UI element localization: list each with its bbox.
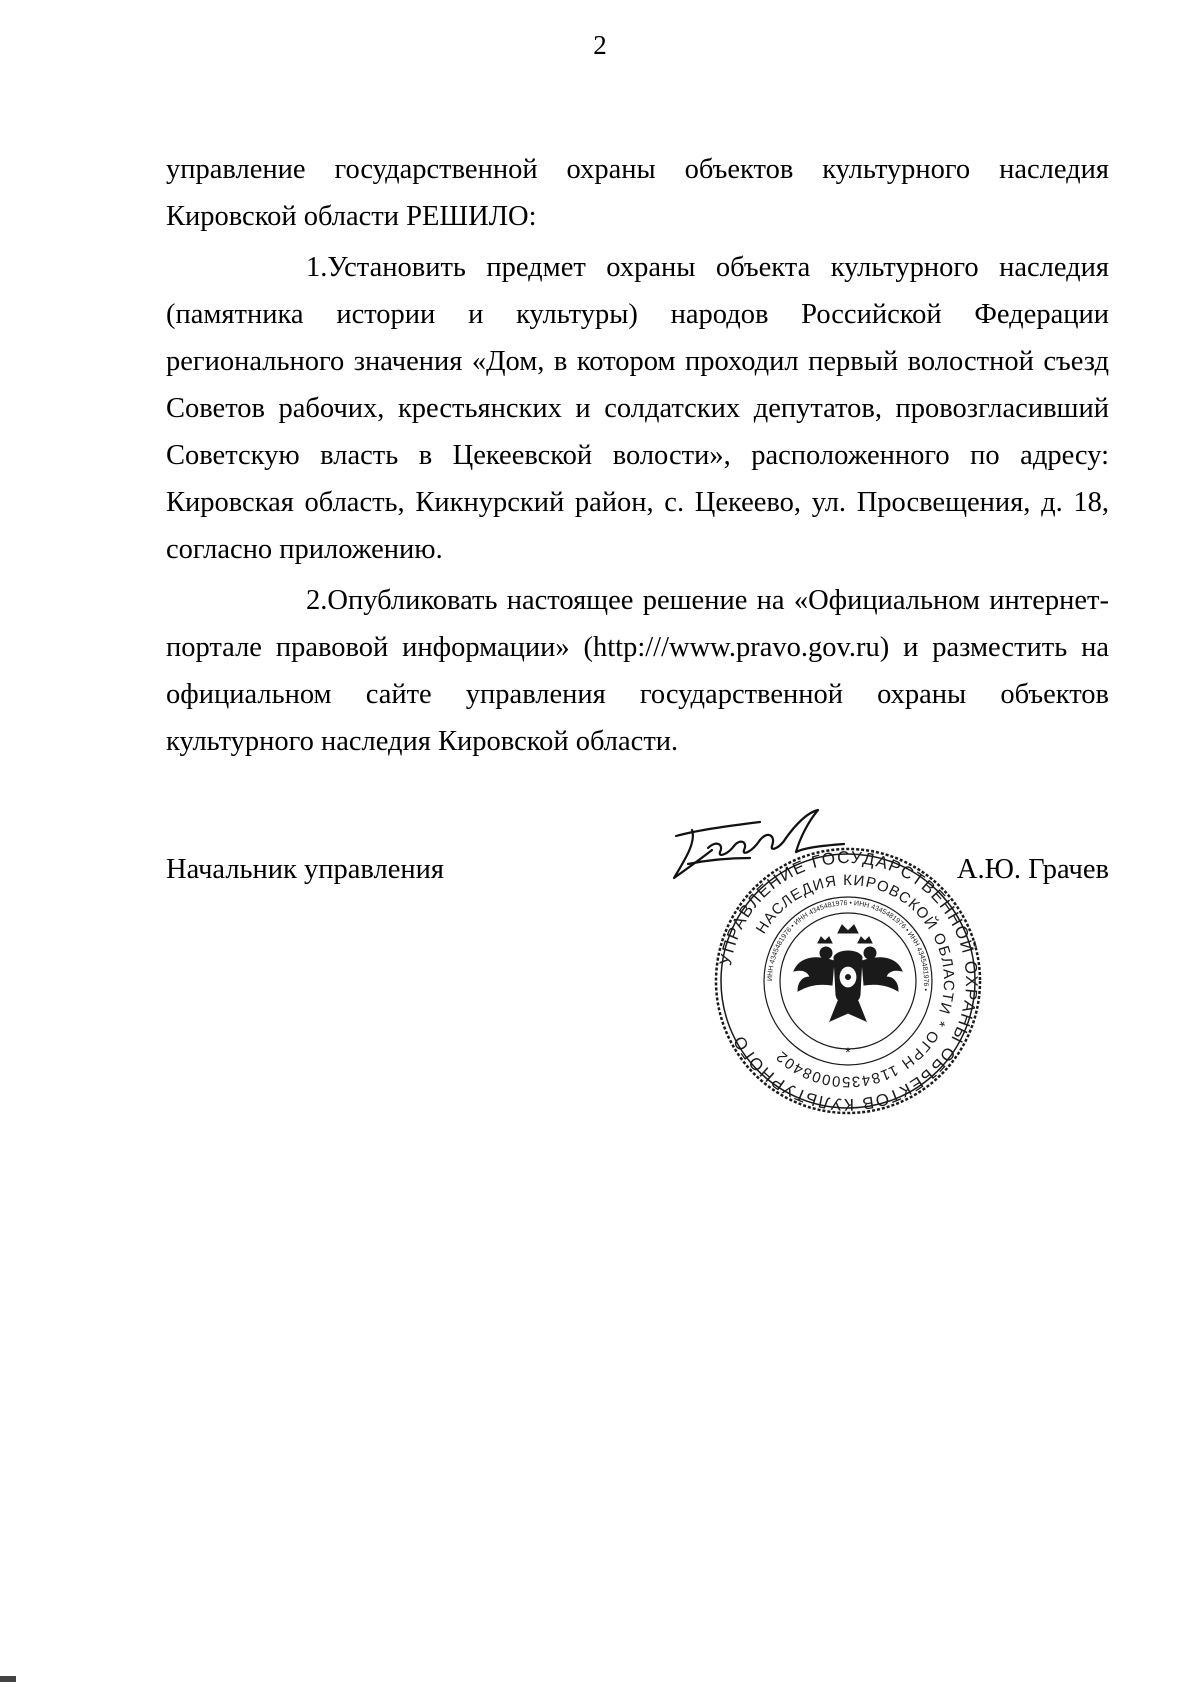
decision-item-2 [166, 577, 1109, 765]
decision-item-1 [166, 244, 1109, 573]
intro-paragraph: управление государственной охраны объектов культурного наследия Кировской области РЕШИЛО: [166, 154, 1109, 232]
svg-text:НАСЛЕДИЯ КИРОВСКОЙ ОБЛАСТИ *: НАСЛЕДИЯ КИРОВСКОЙ ОБЛАСТИ * ОГРН 1184350008402 [752, 871, 958, 1091]
page-number: 2 [593, 30, 607, 60]
item-text: Опубликовать настоящее решение на «Официальном интернет-портале правовой информации» (http:///www.pravo.gov.ru) и разместить на официальном сайте управления государственной охраны объектов культурного наследия Кировской области. [166, 585, 1109, 757]
official-seal [712, 845, 984, 1117]
item-number: 1. [306, 252, 328, 283]
scan-edge-mark [0, 1676, 16, 1682]
signer-name: А.Ю. Грачев [956, 854, 1109, 885]
item-number: 2. [306, 585, 328, 616]
svg-text:*: * [845, 1044, 851, 1060]
svg-text:УПРАВЛЕНИЕ ГОСУДАРСТВЕННОЙ ОХР: УПРАВЛЕНИЕ ГОСУДАРСТВЕННОЙ ОХРАНЫ ОБЪЕКТОВ КУЛЬТУРНОГО [716, 847, 982, 1115]
signer-position: Начальник управления [166, 854, 444, 885]
svg-text:ИНН 4345481976 • ИНН 434548197: ИНН 4345481976 • ИНН 4345481976 • ИНН 4345481976 • ИНН 4345481976 • [766, 899, 930, 992]
item-text: Установить предмет охраны объекта культурного наследия (памятника истории и культуры) народов Российской Федерации регионального значения «Дом, в котором проходил первый волостной съезд Советов рабочих, крестьянских и солдатских депутатов, провозгласивший Советскую власть в Цекеевской волости», расположенного по адресу: Кировская область, Кикнурский район, с. Цекеево, ул. Просвещения, д. 18, согласно приложению. [166, 252, 1109, 565]
document-body [166, 146, 1109, 769]
